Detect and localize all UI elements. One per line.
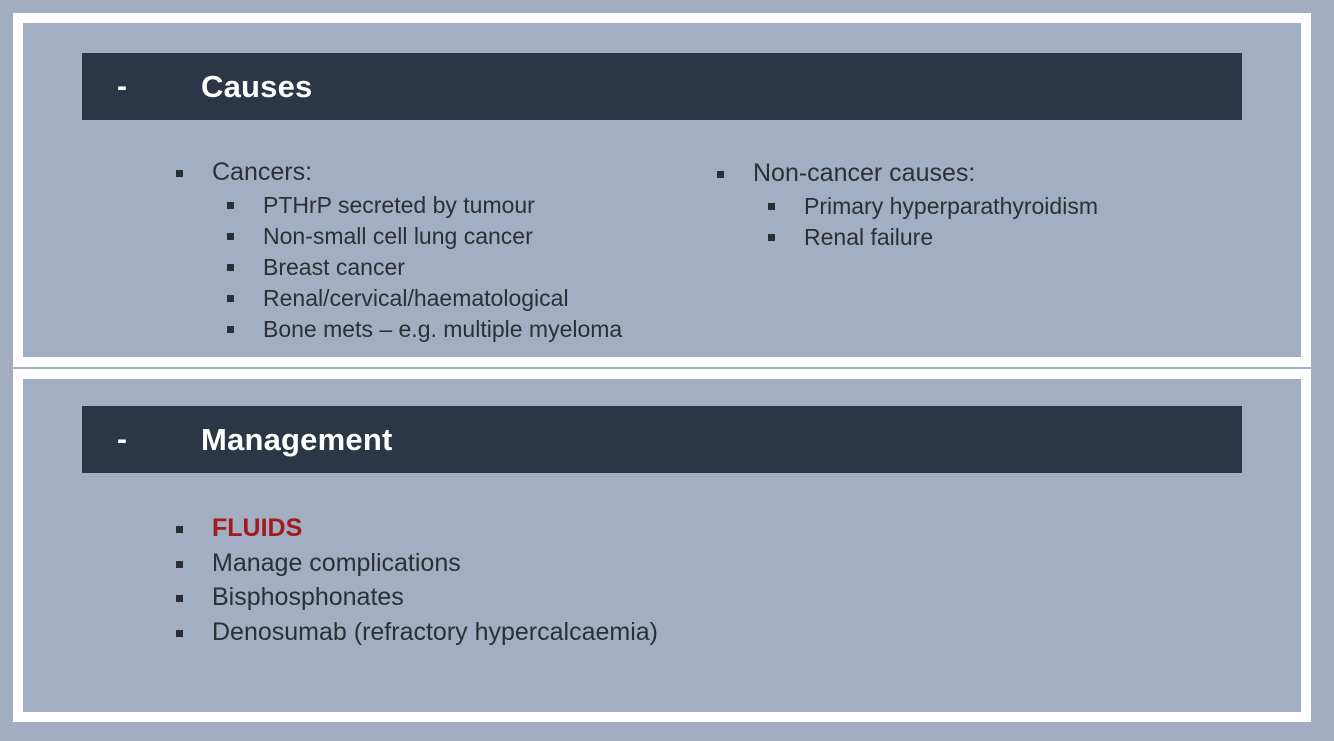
list-item-text: Bone mets – e.g. multiple myeloma <box>263 316 623 342</box>
cancers-label: Cancers: <box>212 158 313 186</box>
bullet-square-icon <box>768 234 775 241</box>
collapse-dash-icon: - <box>117 70 127 103</box>
list-item-cancers <box>176 157 622 187</box>
management-panel <box>13 369 1311 722</box>
non-cancer-sublist <box>717 191 1098 253</box>
bullet-square-icon <box>176 526 183 533</box>
list-item-text: Denosumab (refractory hypercalcaemia) <box>212 617 659 646</box>
list-item-text: Bisphosphonates <box>212 583 404 611</box>
bullet-square-icon <box>227 202 234 209</box>
bullet-square-icon <box>176 561 183 568</box>
list-item <box>717 191 1098 222</box>
list-item <box>176 190 622 221</box>
cancers-list <box>176 157 622 345</box>
bullet-square-icon <box>227 326 234 333</box>
management-header <box>82 406 1242 473</box>
bullet-square-icon <box>227 264 234 271</box>
list-item-text: Renal failure <box>804 224 934 250</box>
causes-title: Causes <box>201 69 313 104</box>
list-item <box>176 314 622 345</box>
list-item-text: PTHrP secreted by tumour <box>263 192 535 218</box>
collapse-dash-icon: - <box>117 423 127 456</box>
list-item <box>176 546 658 581</box>
list-item <box>176 252 622 283</box>
list-item <box>176 580 658 615</box>
bullet-square-icon <box>227 295 234 302</box>
bullet-square-icon <box>717 171 724 178</box>
bullet-square-icon <box>176 595 183 602</box>
list-item <box>717 222 1098 253</box>
list-item <box>176 615 658 650</box>
list-item-text: Manage complications <box>212 548 461 577</box>
causes-panel <box>13 13 1311 367</box>
list-item-text: Non-small cell lung cancer <box>263 223 533 249</box>
bullet-square-icon <box>227 233 234 240</box>
list-item <box>176 221 622 252</box>
non-cancer-list <box>717 158 1098 253</box>
bullet-square-icon <box>768 203 775 210</box>
list-item-text: Primary hyperparathyroidism <box>804 193 1098 219</box>
list-item-text: Breast cancer <box>263 254 405 280</box>
non-cancer-label: Non-cancer causes: <box>753 159 976 187</box>
cancers-sublist <box>176 190 622 345</box>
causes-header <box>82 53 1242 120</box>
list-item-text: Renal/cervical/haematological <box>263 285 569 311</box>
bullet-square-icon <box>176 170 183 177</box>
management-title: Management <box>201 422 393 457</box>
fluids-highlight: FLUIDS <box>212 514 303 542</box>
list-item-non-cancer <box>717 158 1098 188</box>
management-list <box>176 511 658 649</box>
list-item-fluids <box>176 511 658 546</box>
bullet-square-icon <box>176 630 183 637</box>
list-item <box>176 283 622 314</box>
